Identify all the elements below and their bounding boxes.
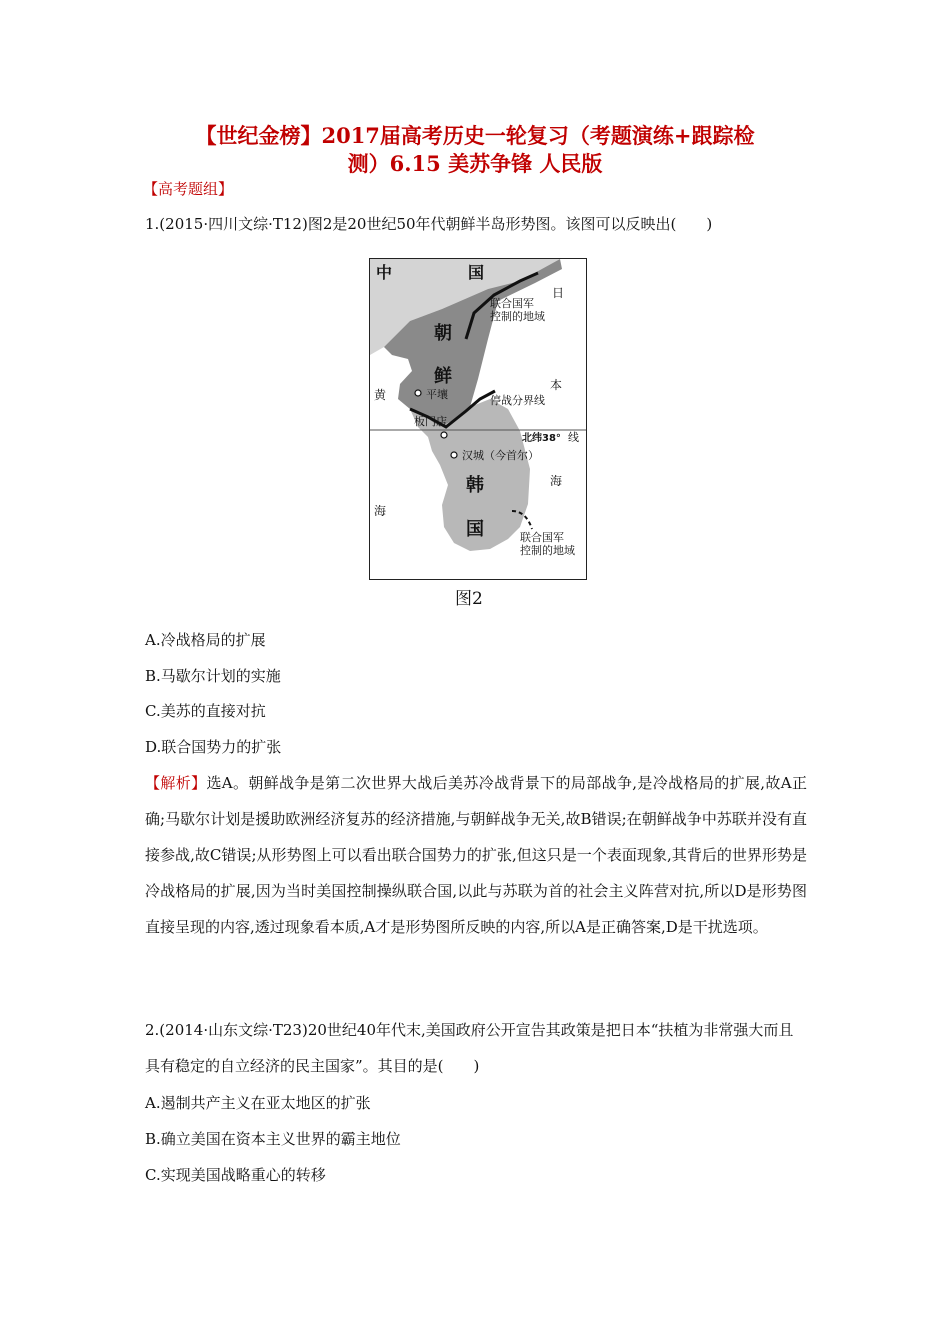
map-label-japan2: 本 — [550, 378, 563, 392]
q1-option-c: C.美苏的直接对抗 — [145, 702, 266, 720]
map-label-un-north2: 控制的地域 — [490, 310, 545, 323]
map-label-yellow1: 黄 — [374, 388, 387, 402]
q1-analysis — [145, 765, 807, 945]
korea-map-svg — [370, 259, 586, 579]
map-label-japan1: 日 — [552, 286, 565, 300]
map-label-south2: 国 — [466, 519, 484, 540]
title-line-1: 【世纪金榜】2017届高考历史一轮复习（考题演练+跟踪检 — [195, 123, 755, 148]
q1-option-d: D.联合国势力的扩张 — [145, 738, 282, 756]
q1-option-b: B.马歇尔计划的实施 — [145, 667, 281, 685]
seoul-dot — [451, 452, 457, 458]
map-label-un-south2: 控制的地域 — [520, 544, 575, 557]
map-label-seoul: 汉城（今首尔） — [462, 449, 539, 462]
question-2-stem: 2.(2014·山东文综·T23)20世纪40年代末,美国政府公开宣告其政策是把日本“扶植为非常强大而且具有稳定的自立经济的民主国家”。其目的是( ) — [145, 1021, 794, 1075]
korea-map — [369, 258, 587, 580]
map-label-north1: 朝 — [434, 323, 452, 344]
q2-option-a: A.遏制共产主义在亚太地区的扩张 — [145, 1094, 371, 1112]
analysis-tag: 【解析】 — [145, 774, 207, 792]
map-label-china2: 国 — [468, 263, 485, 282]
q2-option-b: B.确立美国在资本主义世界的霸主地位 — [145, 1130, 401, 1148]
map-label-south1: 韩 — [466, 475, 484, 496]
map-label-parallel-suffix: 线 — [568, 431, 579, 444]
section-tag: 【高考题组】 — [143, 180, 234, 198]
title-line-2: 测）6.15 美苏争锋 人民版 — [347, 151, 603, 176]
map-label-un-south1: 联合国军 — [520, 531, 564, 544]
document-title — [120, 122, 830, 178]
map-label-china1: 中 — [376, 263, 393, 282]
map-label-parallel: 北纬38° — [522, 433, 561, 444]
map-label-sea: 海 — [550, 474, 563, 488]
map-label-north2: 鲜 — [434, 366, 452, 387]
map-label-armistice: 停战分界线 — [490, 394, 545, 407]
question-1-stem: 1.(2015·四川文综·T12)图2是20世纪50年代朝鲜半岛形势图。该图可以反映出( ) — [145, 215, 713, 233]
figure-caption: 图2 — [455, 589, 483, 609]
map-label-panmunjom: 板门店 — [414, 415, 447, 428]
panmunjom-dot — [441, 432, 447, 438]
map-label-un-north1: 联合国军 — [490, 297, 534, 310]
q1-option-a: A.冷战格局的扩展 — [145, 631, 266, 649]
map-label-yellow2: 海 — [374, 504, 387, 518]
pyongyang-dot — [415, 390, 421, 396]
analysis-text: 选A。朝鲜战争是第二次世界大战后美苏冷战背景下的局部战争,是冷战格局的扩展,故A正确;马歇尔计划是援助欧洲经济复苏的经济措施,与朝鲜战争无关,故B错误;在朝鲜战争中苏联并没有直接参战,故C错误;从形势图上可以看出联合国势力的扩张,但这只是一个表面现象,其背后的世界形势是冷战格局的扩展,因为当时美国控制操纵联合国,以此与苏联为首的社会主义阵营对抗,所以D是形势图直接呈现的内容,透过现象看本质,A才是形势图所反映的内容,所以A是正确答案,D是干扰选项。 — [145, 774, 807, 936]
map-label-pyongyang: 平壤 — [426, 388, 448, 401]
q2-option-c: C.实现美国战略重心的转移 — [145, 1166, 326, 1184]
